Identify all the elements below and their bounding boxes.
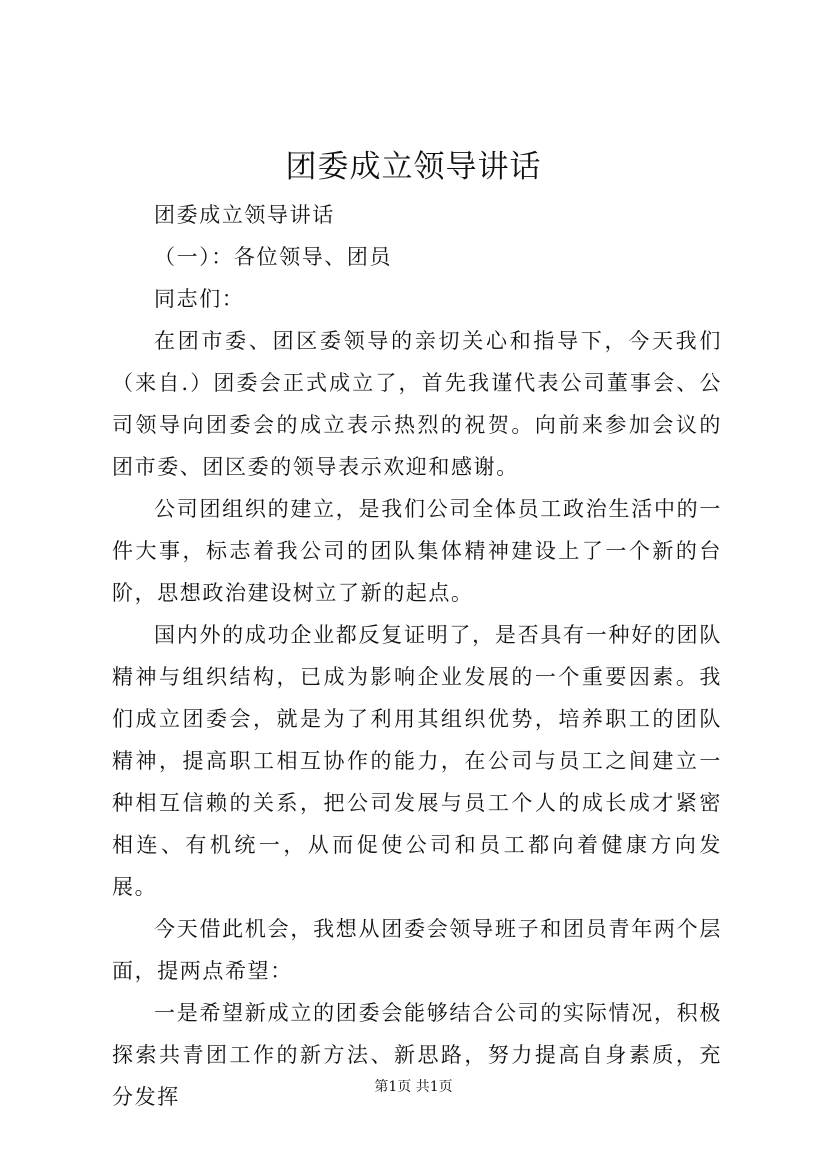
paragraph-subtitle: 团委成立领导讲话 — [154, 203, 335, 227]
paragraph-salutation-2: 同志们： — [154, 287, 245, 311]
paragraph-hope-one: 一是希望新成立的团委会能够结合公司的实际情况，积极探索共青团工作的新方法、新思路，努力提高自身素质，充分发挥 — [112, 1001, 722, 1109]
paragraph-hopes-intro: 今天借此机会，我想从团委会领导班子和团员青年两个层面，提两点希望： — [112, 917, 722, 983]
document-body — [112, 194, 722, 1118]
paragraph-salutation-1: （一）：各位领导、团员 — [154, 245, 393, 269]
paragraph-significance: 公司团组织的建立，是我们公司全体员工政治生活中的一件大事，标志着我公司的团队集体精神建设上了一个新的台阶，思想政治建设树立了新的起点。 — [112, 497, 722, 605]
page-footer: 第1页 共1页 — [374, 1079, 453, 1095]
document-title: 团委成立领导讲话 — [285, 149, 542, 185]
paragraph-team-spirit: 国内外的成功企业都反复证明了，是否具有一种好的团队精神与组织结构，已成为影响企业发展的一个重要因素。我们成立团委会，就是为了利用其组织优势，培养职工的团队精神，提高职工相互协作的能力，在公司与员工之间建立一种相互信赖的关系，把公司发展与员工个人的成长成才紧密相连、有机统一，从而促使公司和员工都向着健康方向发展。 — [112, 623, 722, 899]
paragraph-opening: 在团市委、团区委领导的亲切关心和指导下，今天我们（来自.）团委会正式成立了，首先我谨代表公司董事会、公司领导向团委会的成立表示热烈的祝贺。向前来参加会议的团市委、团区委的领导表示欢迎和感谢。 — [112, 329, 722, 479]
